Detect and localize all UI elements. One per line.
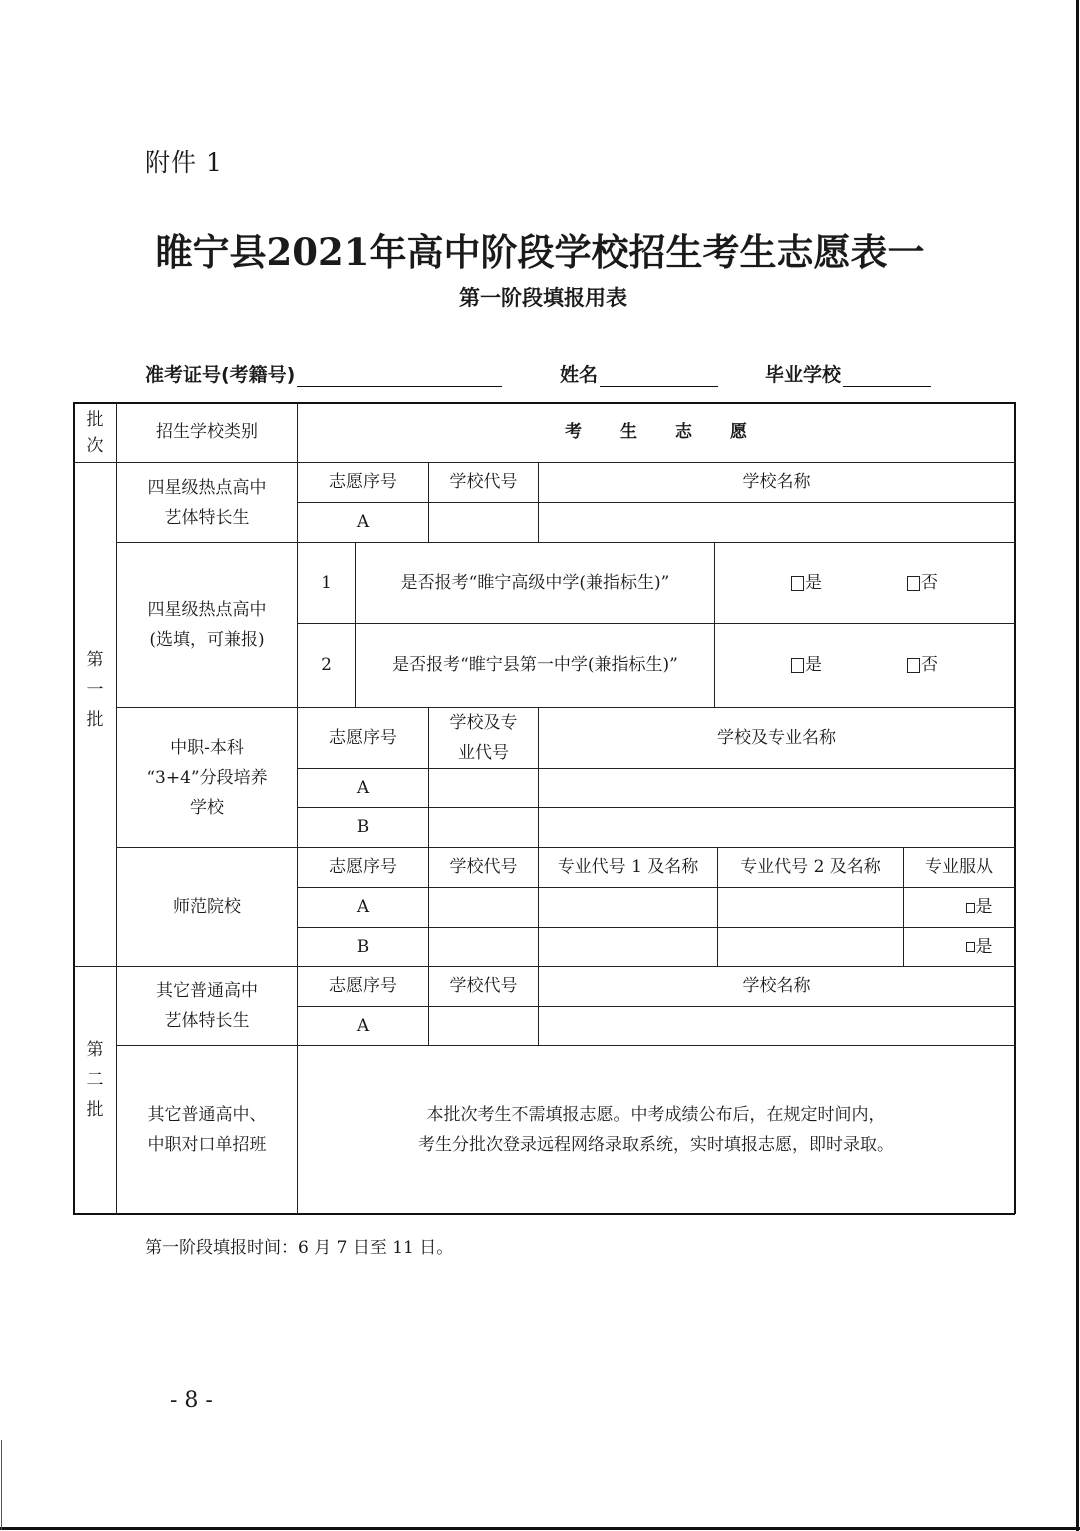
category-line: 艺体特长生 <box>164 507 250 528</box>
category-line: 四星级热点高中 <box>147 600 267 620</box>
attachment-label: 附件 1 <box>145 148 223 177</box>
no-checkbox[interactable] <box>907 651 938 680</box>
col-obey: 专业服从 <box>925 857 993 877</box>
category-line: 中职-本科 <box>170 737 244 758</box>
seq-b: B <box>356 936 370 957</box>
category-line: “3+4”分段培养 <box>146 767 268 788</box>
filing-period-note: 第一阶段填报时间：6 月 7 日至 11 日。 <box>145 1238 454 1258</box>
notice-line: 考生分批次登录远程网络录取系统，实时填报志愿，即时录取。 <box>418 1134 894 1155</box>
category-four-star-optional <box>117 543 297 707</box>
option-question: 是否报考“睢宁县第一中学(兼指标生)” <box>392 655 678 675</box>
category-line: 其它普通高中 <box>156 981 258 1001</box>
school-name-input[interactable] <box>539 1007 1014 1045</box>
seq-a: A <box>356 777 370 798</box>
col-label-line: 学校及专 <box>449 713 518 733</box>
checkbox-icon[interactable] <box>966 903 975 913</box>
category-line: 中职对口单招班 <box>147 1134 267 1155</box>
category-four-star-art <box>117 463 297 542</box>
col-major-2: 专业代号 2 及名称 <box>740 857 881 877</box>
major-2-input[interactable] <box>718 928 903 966</box>
no-label: 否 <box>921 572 938 593</box>
option-number: 1 <box>321 572 332 593</box>
major-2-input[interactable] <box>718 888 903 927</box>
option-choices <box>715 543 1014 623</box>
document-subtitle: 第一阶段填报用表 <box>459 286 627 310</box>
category-line: 其它普通高中、 <box>147 1104 267 1125</box>
notice-line: 本批次考生不需填报志愿。中考成绩公布后，在规定时间内， <box>426 1104 886 1125</box>
header-batch <box>74 403 116 462</box>
header-batch-char: 批 <box>86 409 104 430</box>
option-question: 是否报考“睢宁高级中学(兼指标生)” <box>400 572 670 593</box>
col-school-major-name: 学校及专业名称 <box>717 727 836 748</box>
school-code-input[interactable] <box>429 888 538 927</box>
name-label: 姓名 <box>560 364 599 386</box>
major-name-input[interactable] <box>539 808 1014 847</box>
col-school-code: 学校代号 <box>449 976 518 996</box>
yes-checkbox[interactable] <box>791 651 822 680</box>
yes-checkbox[interactable] <box>791 569 822 598</box>
col-school-code: 学校代号 <box>449 857 518 877</box>
col-school-name: 学校名称 <box>742 976 811 996</box>
other-notice <box>298 1046 1014 1213</box>
table-border-right <box>1014 402 1016 1214</box>
option-number: 2 <box>321 655 332 675</box>
seq-a: A <box>356 897 370 917</box>
col-seq: 志愿序号 <box>329 727 397 748</box>
seq-a: A <box>356 1015 370 1036</box>
category-line: (选填，可兼报) <box>149 630 265 650</box>
col-school-major-code <box>429 708 538 768</box>
batch-char: 第 <box>86 650 104 670</box>
category-other-vocational <box>117 1046 297 1213</box>
school-label: 毕业学校 <box>765 364 842 386</box>
no-label: 否 <box>921 655 938 675</box>
option-choices <box>715 624 1014 707</box>
seq-a: A <box>356 512 370 532</box>
category-line: 艺体特长生 <box>164 1011 250 1031</box>
obey-checkbox[interactable] <box>904 888 1014 927</box>
checkbox-icon[interactable] <box>907 658 920 673</box>
school-code-input[interactable] <box>429 928 538 966</box>
table-border-bottom <box>73 1213 1015 1215</box>
yes-label: 是 <box>805 572 822 593</box>
exam-id-label: 准考证号(考籍号) <box>145 364 296 386</box>
school-code-input[interactable] <box>429 1007 538 1045</box>
category-3plus4 <box>117 708 297 847</box>
batch-first <box>74 600 116 780</box>
page-number: - 8 - <box>170 1388 213 1413</box>
col-school-name: 学校名称 <box>742 472 811 492</box>
category-line: 学校 <box>190 797 224 818</box>
major-code-input[interactable] <box>429 769 538 807</box>
checkbox-icon[interactable] <box>791 576 804 591</box>
col-seq: 志愿序号 <box>329 857 397 877</box>
obey-option[interactable] <box>966 933 993 962</box>
major-1-input[interactable] <box>539 928 717 966</box>
checkbox-icon[interactable] <box>966 942 975 952</box>
obey-checkbox[interactable] <box>904 928 1014 966</box>
school-name-input[interactable] <box>539 503 1014 542</box>
seq-b: B <box>356 817 370 837</box>
category-normal-schools: 师范院校 <box>173 896 241 917</box>
major-code-input[interactable] <box>429 808 538 847</box>
batch-char: 第 <box>86 1040 104 1060</box>
col-school-code: 学校代号 <box>449 472 518 492</box>
batch-char: 一 <box>86 680 104 700</box>
obey-option[interactable] <box>966 893 993 922</box>
batch-char: 批 <box>86 710 104 730</box>
major-name-input[interactable] <box>539 769 1014 807</box>
header-category: 招生学校类别 <box>156 422 258 442</box>
batch-char: 批 <box>86 1100 104 1120</box>
col-seq: 志愿序号 <box>329 976 397 996</box>
category-other-art <box>117 967 297 1045</box>
header-wishes-label: 考生志愿 <box>565 422 785 442</box>
col-label-line: 业代号 <box>458 743 509 763</box>
col-major-1: 专业代号 1 及名称 <box>557 857 699 877</box>
obey-label: 是 <box>975 897 993 917</box>
document-title: 睢宁县2021年高中阶段学校招生考生志愿表一 <box>155 230 925 274</box>
col-seq: 志愿序号 <box>329 472 397 492</box>
header-batch-char: 次 <box>86 435 104 456</box>
category-line: 四星级热点高中 <box>147 477 267 498</box>
obey-label: 是 <box>975 936 993 957</box>
batch-char: 二 <box>86 1070 104 1090</box>
header-wishes <box>298 403 1014 462</box>
yes-label: 是 <box>805 655 822 675</box>
checkbox-icon[interactable] <box>791 658 804 673</box>
major-1-input[interactable] <box>539 888 717 927</box>
batch-second <box>74 1030 116 1130</box>
no-checkbox[interactable] <box>907 569 938 598</box>
school-code-input[interactable] <box>429 503 538 542</box>
checkbox-icon[interactable] <box>907 576 920 591</box>
